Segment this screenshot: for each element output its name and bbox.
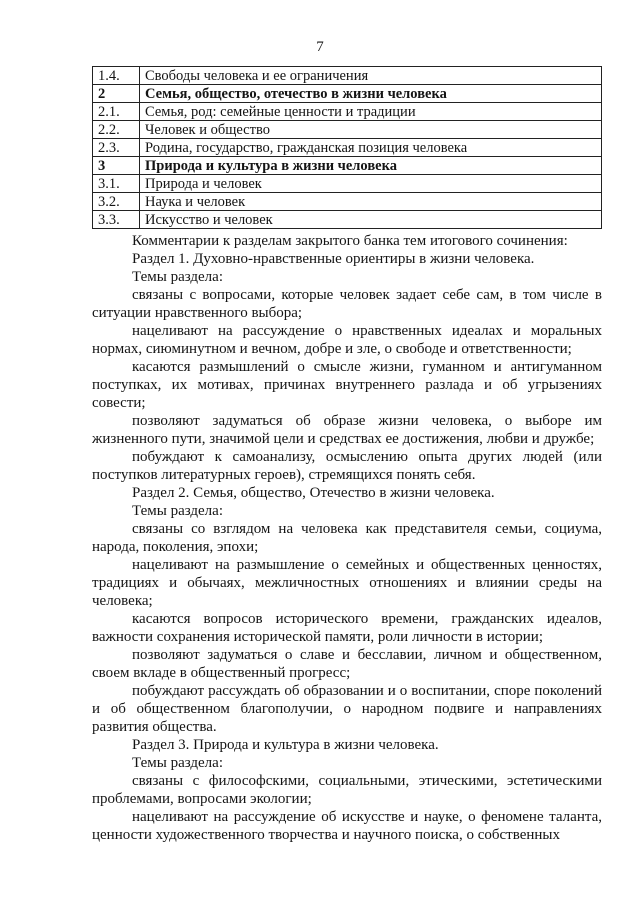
page-number: 7	[316, 39, 324, 55]
table-row	[93, 121, 602, 139]
row-number: 3.1.	[93, 175, 140, 193]
section-1-heading: Раздел 1. Духовно-нравственные ориентиры в жизни человека.	[132, 251, 535, 267]
table-row	[93, 211, 602, 229]
paragraph: побуждают рассуждать об образовании и о воспитании, споре поколений и об общественном благополучии, о народном подвиге и направлениях развития общества.	[92, 683, 602, 735]
table-row	[93, 103, 602, 121]
row-title: Наука и человек	[140, 193, 602, 211]
table-row	[93, 193, 602, 211]
table-row	[93, 175, 602, 193]
paragraph: связаны с философскими, социальными, этическими, эстетическими проблемами, вопросами экологии;	[92, 773, 602, 807]
row-title: Природа и культура в жизни человека	[140, 157, 602, 175]
section-2-heading: Раздел 2. Семья, общество, Отечество в жизни человека.	[132, 485, 495, 501]
paragraph: нацеливают на размышление о семейных и общественных ценностях, традициях и обычаях, межличностных отношениях и влиянии среды на человека;	[92, 557, 602, 609]
paragraph: связаны с вопросами, которые человек задает себе сам, в том числе в ситуации нравственного выбора;	[92, 287, 602, 321]
paragraph: касаются размышлений о смысле жизни, гуманном и антигуманном поступках, их мотивах, причинах внутреннего разлада и об угрызениях совести;	[92, 359, 602, 411]
row-title: Родина, государство, гражданская позиция человека	[140, 139, 602, 157]
row-title: Семья, род: семейные ценности и традиции	[140, 103, 602, 121]
paragraph: связаны со взглядом на человека как представителя семьи, социума, народа, поколения, эпохи;	[92, 521, 602, 555]
row-number: 3	[93, 157, 140, 175]
row-number: 1.4.	[93, 67, 140, 85]
paragraph: побуждают к самоанализу, осмыслению опыта других людей (или поступков литературных героев), стремящихся понять себя.	[92, 449, 602, 483]
paragraph: позволяют задуматься об образе жизни человека, о выборе им жизненного пути, значимой цели и средствах ее достижения, любви и дружбе;	[92, 413, 602, 447]
comments-heading: Комментарии к разделам закрытого банка тем итогового сочинения:	[132, 233, 568, 249]
row-number: 2.2.	[93, 121, 140, 139]
table-row	[93, 67, 602, 85]
row-title: Природа и человек	[140, 175, 602, 193]
topics-label: Темы раздела:	[132, 503, 223, 519]
table-row	[93, 139, 602, 157]
topics-table	[92, 66, 602, 229]
paragraph: нацеливают на рассуждение о нравственных идеалах и моральных нормах, сиюминутном и вечном, добре и зле, о свободе и ответственности;	[92, 323, 602, 357]
row-number: 2	[93, 85, 140, 103]
topics-label: Темы раздела:	[132, 269, 223, 285]
section-3-heading: Раздел 3. Природа и культура в жизни человека.	[132, 737, 439, 753]
row-number: 2.1.	[93, 103, 140, 121]
row-number: 3.3.	[93, 211, 140, 229]
table-row-section	[93, 85, 602, 103]
row-number: 3.2.	[93, 193, 140, 211]
row-title: Семья, общество, отечество в жизни человека	[140, 85, 602, 103]
table-row-section	[93, 157, 602, 175]
row-title: Человек и общество	[140, 121, 602, 139]
body-text	[92, 232, 602, 844]
row-title: Искусство и человек	[140, 211, 602, 229]
paragraph: нацеливают на рассуждение об искусстве и науке, о феномене таланта, ценности художественного творчества и научного поиска, о собственных	[92, 809, 602, 843]
row-title: Свободы человека и ее ограничения	[140, 67, 602, 85]
row-number: 2.3.	[93, 139, 140, 157]
topics-label: Темы раздела:	[132, 755, 223, 771]
paragraph: позволяют задуматься о славе и бесславии, личном и общественном, своем вкладе в общественный прогресс;	[92, 647, 602, 681]
paragraph: касаются вопросов исторического времени, гражданских идеалов, важности сохранения исторической памяти, роли личности в истории;	[92, 611, 602, 645]
